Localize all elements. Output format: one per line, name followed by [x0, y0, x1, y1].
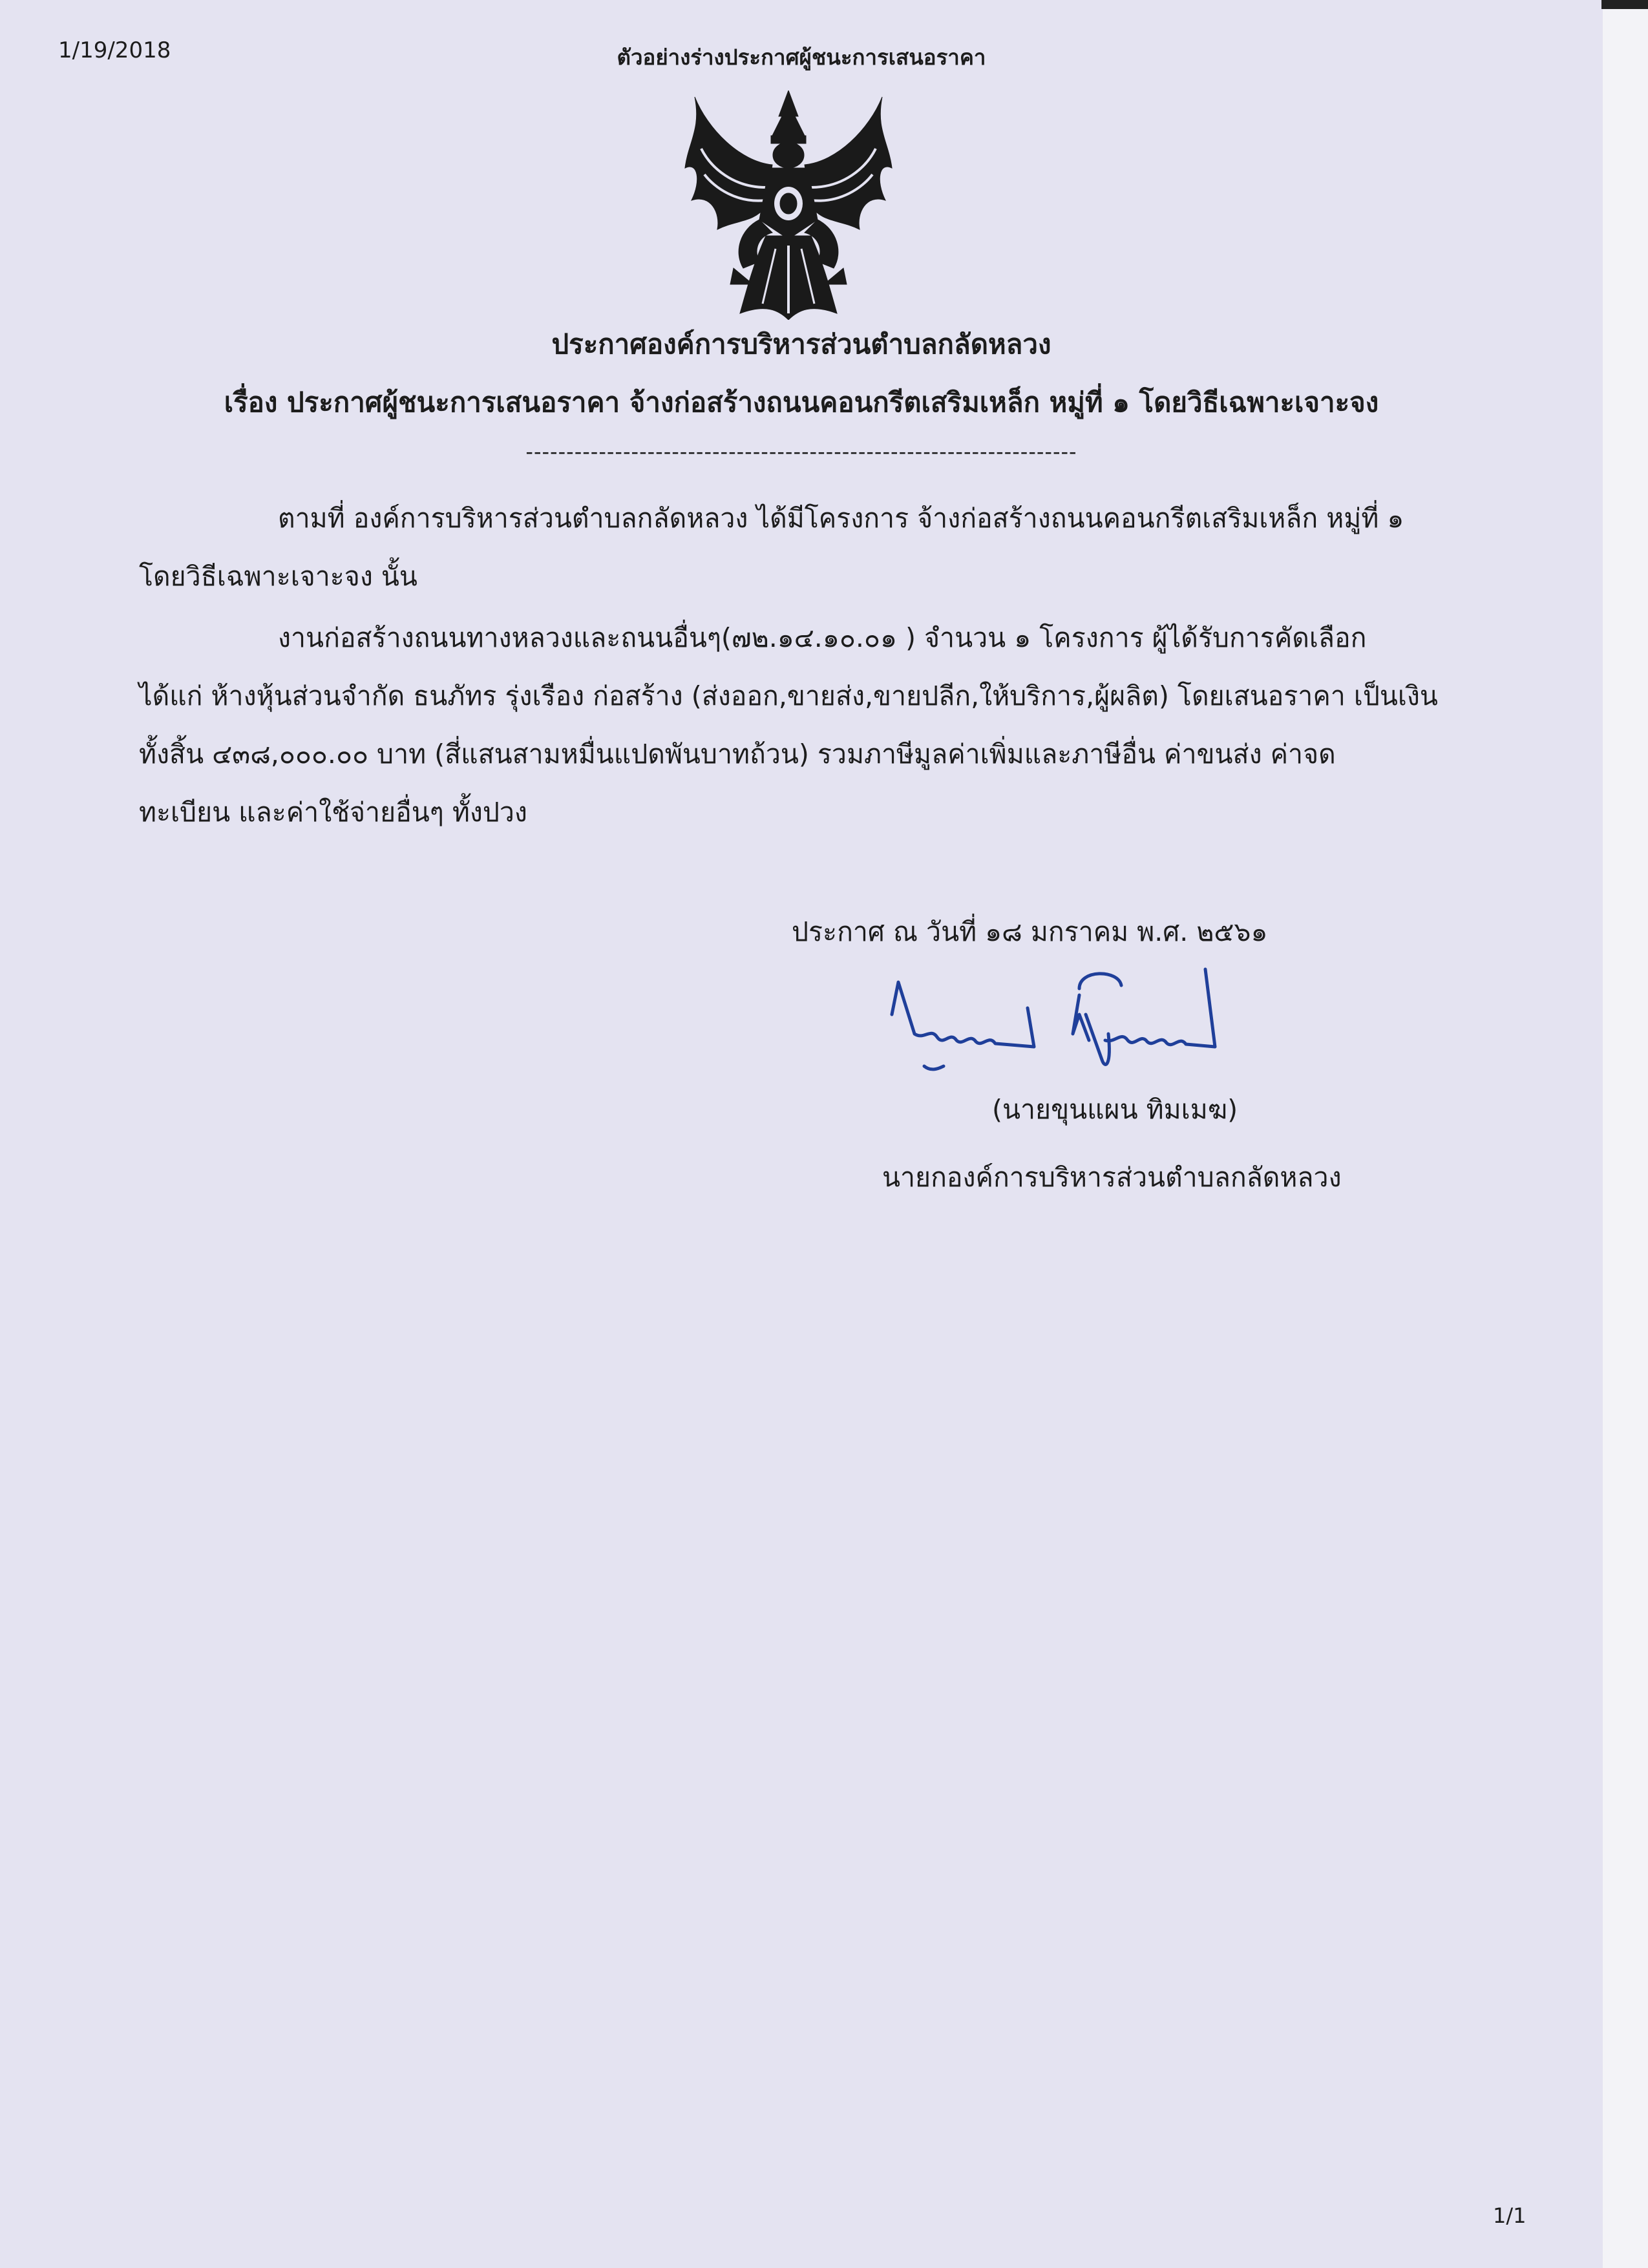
body-line: ทั้งสิ้น ๔๓๘,๐๐๐.๐๐ บาท (สี่แสนสามหมื่นแปดพันบาทถ้วน) รวมภาษีมูลค่าเพิ่มและภาษีอื่น ค่าขนส่ง ค่าจด [139, 739, 1336, 770]
page-number: 1/1 [1493, 2203, 1527, 2228]
divider-rule: -------------------------------------------------------------------- [525, 439, 1077, 464]
body-line: ได้แก่ ห้างหุ้นส่วนจำกัด ธนภัทร รุ่งเรือง ก่อสร้าง (ส่งออก,ขายส่ง,ขายปลีก,ให้บริการ,ผู้ผลิต) โดยเสนอราคา เป็นเงิน [139, 680, 1438, 711]
announced-date: ประกาศ ณ วันที่ ๑๘ มกราคม พ.ศ. ๒๕๖๑ [792, 916, 1268, 947]
announcement-title: ประกาศองค์การบริหารส่วนตำบลกลัดหลวง [551, 328, 1051, 360]
body-line: ตามที่ องค์การบริหารส่วนตำบลกลัดหลวง ได้มีโครงการ จ้างก่อสร้างถนนคอนกรีตเสริมเหล็ก หมู่ที่ ๑ [278, 503, 1404, 534]
print-date: 1/19/2018 [58, 37, 171, 63]
scan-edge [1603, 0, 1648, 2268]
announcement-subject: เรื่อง ประกาศผู้ชนะการเสนอราคา จ้างก่อสร้างถนนคอนกรีตเสริมเหล็ก หมู่ที่ ๑ โดยวิธีเฉพาะเจาะจง [224, 386, 1379, 418]
body-line: งานก่อสร้างถนนทางหลวงและถนนอื่นๆ(๗๒.๑๔.๑๐.๐๑ ) จำนวน ๑ โครงการ ผู้ได้รับการคัดเลือก [278, 622, 1367, 653]
signer-position: นายกองค์การบริหารส่วนตำบลกลัดหลวง [882, 1162, 1342, 1193]
handwritten-signature [885, 956, 1273, 1111]
body-line: ทะเบียน และค่าใช้จ่ายอื่นๆ ทั้งปวง [139, 797, 527, 828]
signer-name: (นายขุนแผน ทิมเมฆ) [992, 1094, 1238, 1125]
print-title: ตัวอย่างร่างประกาศผู้ชนะการเสนอราคา [617, 45, 986, 70]
scan-edge-mark [1601, 0, 1648, 9]
body-line: โดยวิธีเฉพาะเจาะจง นั้น [139, 561, 417, 592]
garuda-emblem-icon [682, 90, 895, 320]
